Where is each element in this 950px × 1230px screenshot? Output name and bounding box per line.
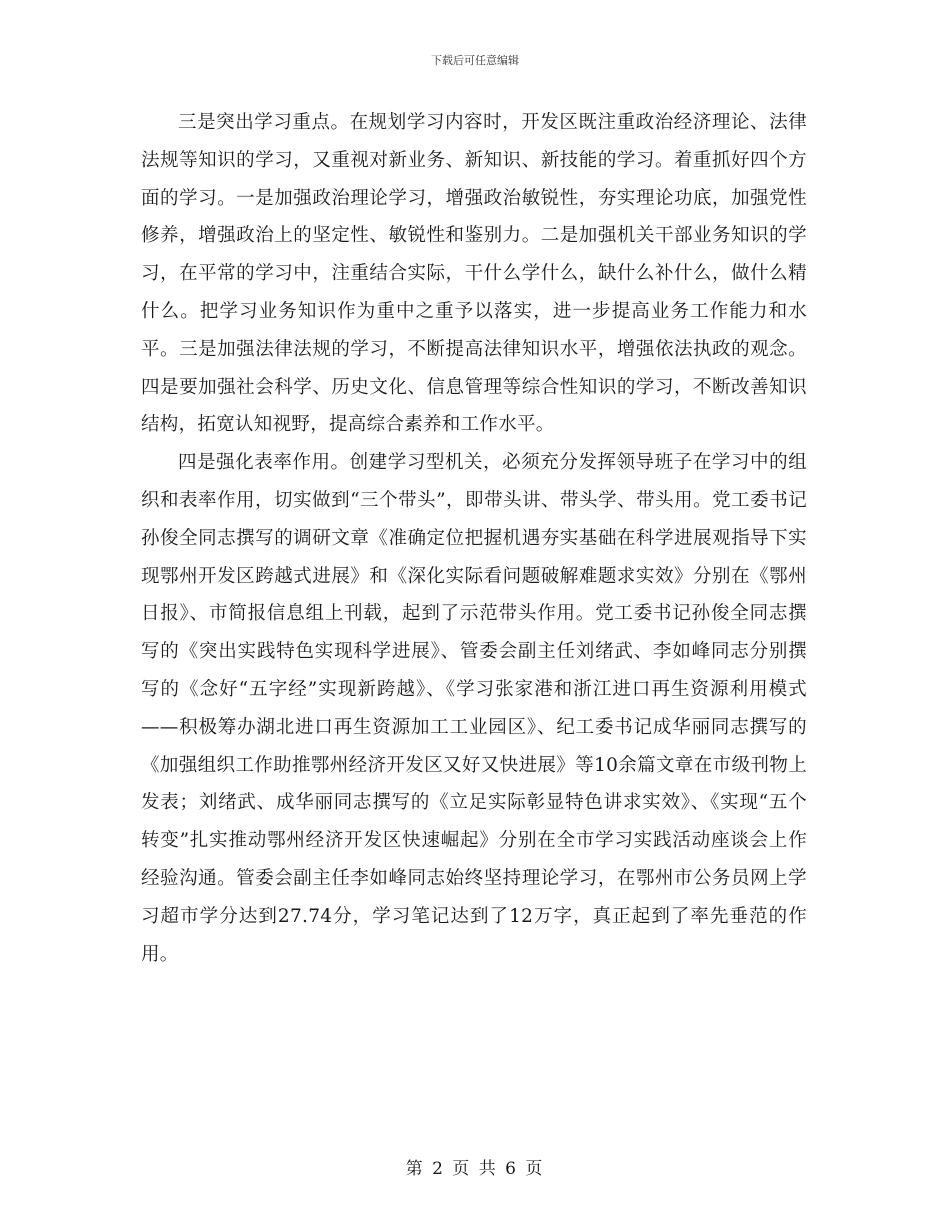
page-number: 第 2 页 共 6 页 [405,1159,545,1179]
paragraph-study-focus: 三是突出学习重点。在规划学习内容时，开发区既注重政治经济理论、法律法规等知识的学习，又重视对新业务、新知识、新技能的学习。着重抓好四个方面的学习。一是加强政治理论学习，增强政治敏锐性，夯实理论功底，加强党性修养，增强政治上的坚定性、敏锐性和鉴别力。二是加强机关干部业务知识的学习，在平常的学习中，注重结合实际，干什么学什么，缺什么补什么，做什么精什么。把学习业务知识作为重中之重予以落实，进一步提高业务工作能力和水平。三是加强法律法规的学习，不断提高法律知识水平，增强依法执政的观念。四是要加强社会科学、历史文化、信息管理等综合性知识的学习，不断改善知识结构，拓宽认知视野，提高综合素养和工作水平。 [141,112,807,436]
page-header: 下载后可任意编辑 [431,54,519,67]
document-body [141,104,807,973]
paragraph-leadership-role: 四是强化表率作用。创建学习型机关，必须充分发挥领导班子在学习中的组织和表率作用，切实做到“三个带头”，即带头讲、带头学、带头用。党工委书记孙俊全同志撰写的调研文章《准确定位把握机遇夯实基础在科学进展观指导下实现鄂州开发区跨越式进展》和《深化实际看问题破解难题求实效》分别在《鄂州日报》、市简报信息组上刊载，起到了示范带头作用。党工委书记孙俊全同志撰写的《突出实践特色实现科学进展》、管委会副主任刘绪武、李如峰同志分别撰写的《念好“五字经”实现新跨越》、《学习张家港和浙江进口再生资源利用模式——积极筹办湖北进口再生资源加工工业园区》、纪工委书记成华丽同志撰写的《加强组织工作助推鄂州经济开发区又好又快进展》等10余篇文章在市级刊物上发表；刘绪武、成华丽同志撰写的《立足实际彰显特色讲求实效》、《实现“五个转变”扎实推动鄂州经济开发区快速崛起》分别在全市学习实践活动座谈会上作经验沟通。管委会副主任李如峰同志始终坚持理论学习，在鄂州市公务员网上学习超市学分达到27.74分，学习笔记达到了12万字，真正起到了率先垂范的作用。 [141,452,807,965]
